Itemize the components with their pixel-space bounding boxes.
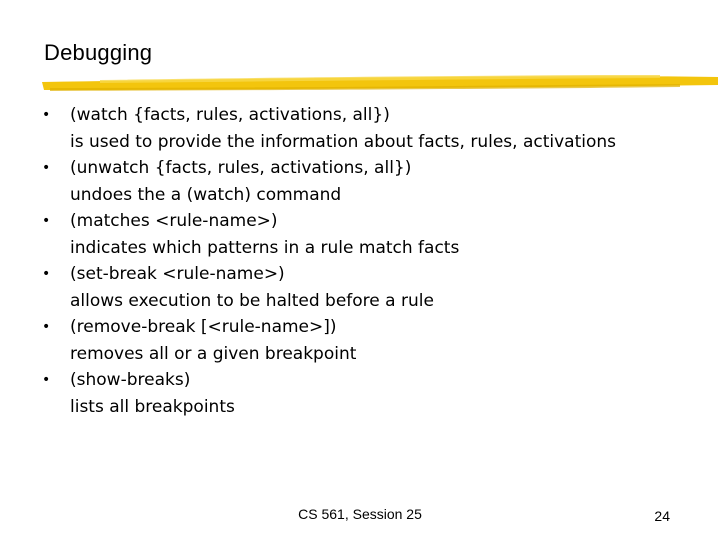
bullet-item-unwatch bbox=[42, 155, 702, 208]
bullet-description: indicates which patterns in a rule match facts bbox=[70, 237, 460, 258]
bullet-item-show-breaks bbox=[42, 367, 702, 420]
slide-footer: CS 561, Session 25 bbox=[298, 506, 422, 522]
bullet-description: undoes the a (watch) command bbox=[70, 184, 342, 205]
bullet-marker: • bbox=[42, 372, 51, 388]
bullet-description: lists all breakpoints bbox=[70, 396, 235, 417]
bullet-command: (watch {facts, rules, activations, all}) bbox=[70, 105, 390, 125]
bullet-command: (set-break <rule-name>) bbox=[70, 264, 285, 284]
bullet-description: is used to provide the information about facts, rules, activations bbox=[70, 131, 617, 152]
bullet-item-set-break bbox=[42, 261, 702, 314]
bullet-marker: • bbox=[42, 107, 51, 123]
bullet-command: (unwatch {facts, rules, activations, all}) bbox=[70, 158, 412, 178]
bullet-item-matches bbox=[42, 208, 702, 261]
title-underline-brushstroke bbox=[40, 68, 720, 98]
page-number: 24 bbox=[654, 508, 670, 524]
bullet-item-watch bbox=[42, 102, 702, 155]
slide-title: Debugging bbox=[44, 40, 153, 65]
bullet-marker: • bbox=[42, 266, 51, 282]
bullet-description: removes all or a given breakpoint bbox=[70, 343, 357, 364]
bullet-command: (show-breaks) bbox=[70, 370, 191, 390]
bullet-marker: • bbox=[42, 160, 51, 176]
bullet-command: (matches <rule-name>) bbox=[70, 211, 278, 231]
bullet-description: allows execution to be halted before a rule bbox=[70, 290, 434, 311]
bullet-marker: • bbox=[42, 319, 51, 335]
bullet-command: (remove-break [<rule-name>]) bbox=[70, 317, 337, 337]
bullet-list bbox=[42, 102, 702, 420]
bullet-marker: • bbox=[42, 213, 51, 229]
bullet-item-remove-break bbox=[42, 314, 702, 367]
